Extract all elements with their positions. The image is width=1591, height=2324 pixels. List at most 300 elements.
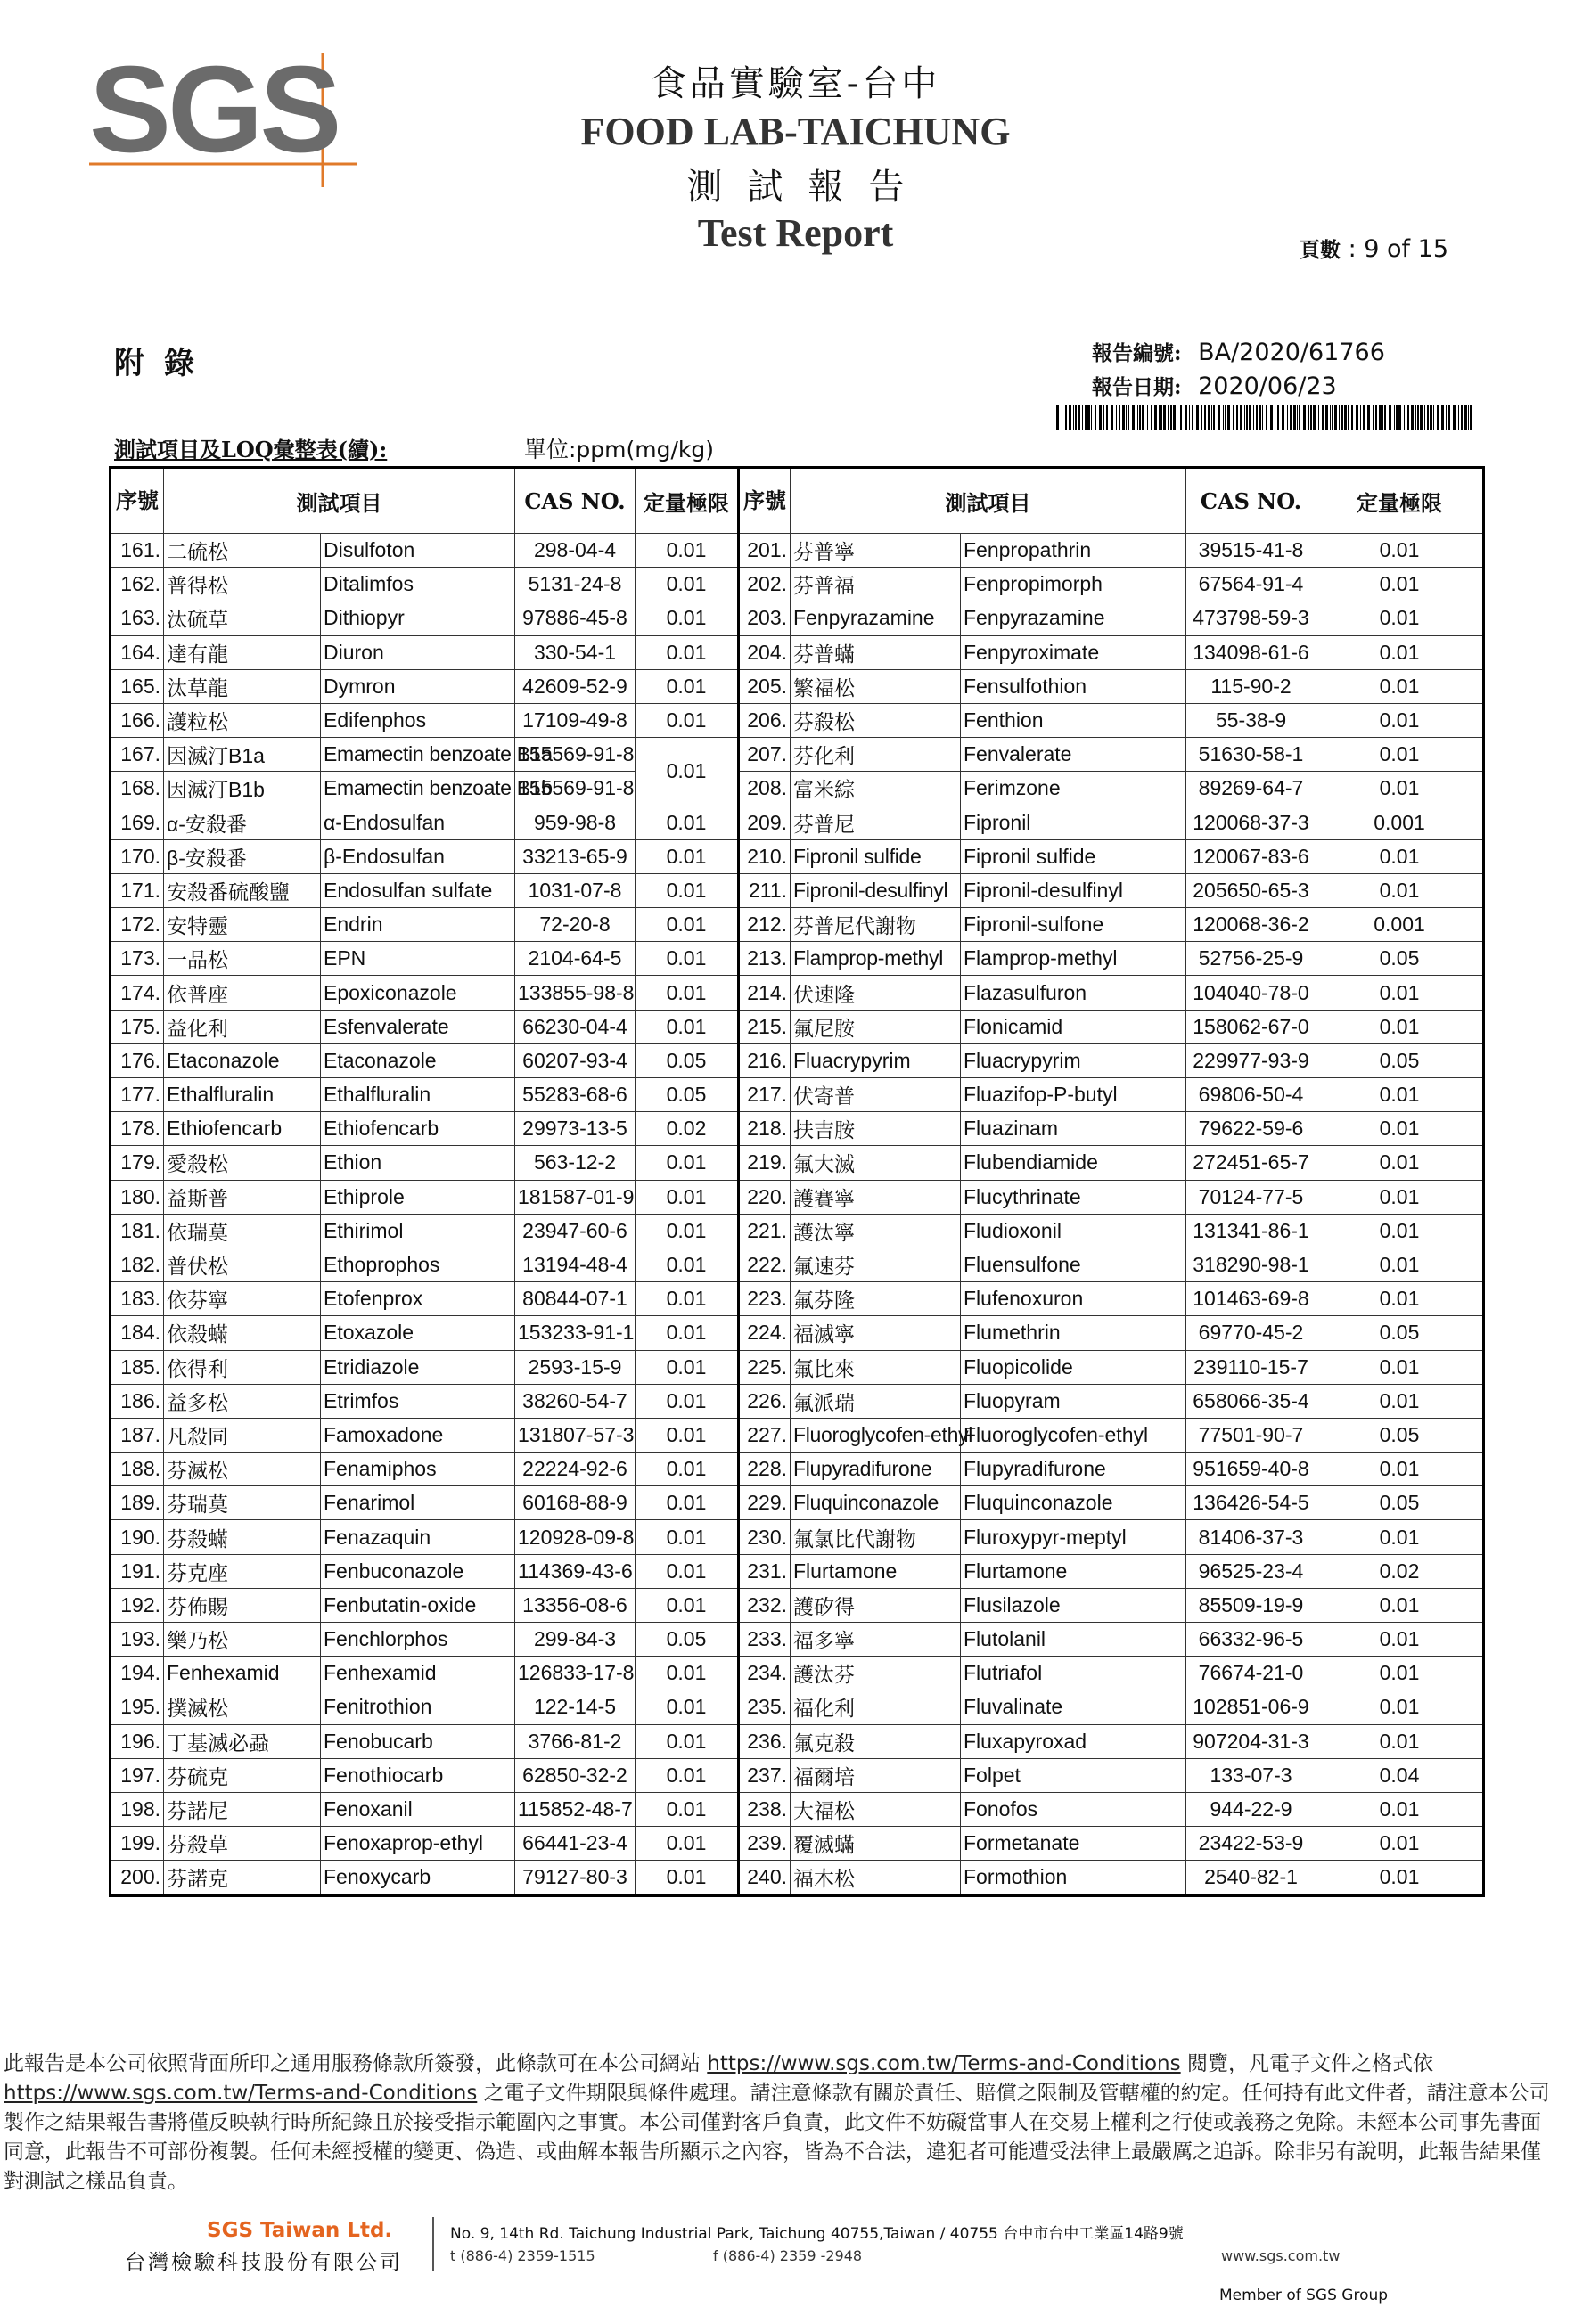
item-name-cn: 扶吉胺 [791,1112,961,1146]
report-number-value: BA/2020/61766 [1198,339,1385,366]
item-name-en: Fensulfothion [961,669,1186,703]
cas-number: 101463-69-8 [1186,1282,1316,1316]
item-name-en: Fludioxonil [961,1214,1186,1248]
row-number: 202. [739,568,791,601]
item-name-cn: 氟速芬 [791,1248,961,1281]
item-name-cn: 護矽得 [791,1588,961,1622]
item-name-cn: 凡殺同 [164,1418,321,1452]
item-name-en: Ethalfluralin [321,1078,515,1112]
svg-text:SGS: SGS [89,41,339,178]
item-name-cn: 愛殺松 [164,1146,321,1180]
loq-value: 0.01 [636,1214,739,1248]
cas-number: 52756-25-9 [1186,942,1316,976]
item-name-cn: 伏速隆 [791,976,961,1010]
item-name-cn: Ethalfluralin [164,1078,321,1112]
col-loq-left: 定量極限 [636,468,739,534]
barcode-bar [1420,405,1423,430]
item-name-cn: 芬佈賜 [164,1588,321,1622]
cas-number: 120068-36-2 [1186,908,1316,942]
barcode-bar [1208,405,1210,430]
cas-number: 115-90-2 [1186,669,1316,703]
loq-value: 0.01 [1316,1078,1484,1112]
disclaimer-part-2: 閱覽，凡電子文件之格式依 [1186,2052,1433,2075]
cas-number: 66332-96-5 [1186,1623,1316,1657]
cas-number: 2593-15-9 [515,1350,636,1384]
row-number: 235. [739,1690,791,1724]
item-name-cn: 依得利 [164,1350,321,1384]
item-name-en: Ferimzone [961,772,1186,806]
barcode-bar [1204,405,1206,430]
row-number: 198. [111,1792,164,1826]
loq-value: 0.01 [1316,1180,1484,1214]
loq-value: 0.02 [1316,1554,1484,1588]
loq-value: 0.01 [1316,1452,1484,1486]
item-name-cn: Fenpyrazamine [791,601,961,635]
cas-number: 62850-32-2 [515,1758,636,1792]
row-number: 199. [111,1827,164,1861]
item-name-cn: 氟克殺 [791,1724,961,1758]
loq-value: 0.01 [636,669,739,703]
item-name-en: Esfenvalerate [321,1010,515,1043]
barcode-bar [1073,405,1074,430]
item-name-en: Flonicamid [961,1010,1186,1043]
table-row [111,1146,1484,1180]
item-name-en: Endosulfan sulfate [321,873,515,907]
loq-value: 0.01 [636,1146,739,1180]
disclaimer-part-1: 此報告是本公司依照背面所印之通用服務條款所簽發，此條款可在本公司網站 [4,2052,701,2075]
page-number [1300,233,1448,263]
table-row [111,534,1484,568]
barcode-bar [1437,405,1439,430]
cas-number: 473798-59-3 [1186,601,1316,635]
loq-value: 0.01 [1316,1350,1484,1384]
cas-number: 3766-81-2 [515,1724,636,1758]
table-title: 測試項目及LOQ彙整表(續): [114,437,388,462]
company-fax: f (886-4) 2359 -2948 [713,2247,863,2264]
row-number: 204. [739,635,791,669]
loq-value: 0.01 [1316,976,1484,1010]
loq-value: 0.01 [1316,738,1484,772]
cas-number: 658066-35-4 [1186,1384,1316,1418]
item-name-en: Fluensulfone [961,1248,1186,1281]
item-name-en: EPN [321,942,515,976]
table-header-row [111,468,1484,534]
loq-value: 0.01 [636,1588,739,1622]
table-row [111,873,1484,907]
item-name-en: Fluquinconazole [961,1486,1186,1520]
barcode-bar [1159,405,1160,430]
item-name-en: Famoxadone [321,1418,515,1452]
item-name-en: Flusilazole [961,1588,1186,1622]
loq-value: 0.01 [636,1384,739,1418]
row-number: 214. [739,976,791,1010]
barcode-bar [1147,405,1148,430]
loq-value: 0.01 [636,1861,739,1895]
cas-number: 299-84-3 [515,1623,636,1657]
item-name-en: Etoxazole [321,1316,515,1350]
row-number: 205. [739,669,791,703]
col-loq-right: 定量極限 [1316,468,1484,534]
item-name-en: Fenpyroximate [961,635,1186,669]
cas-number: 55-38-9 [1186,703,1316,737]
item-name-cn: 芬普蟎 [791,635,961,669]
item-name-en: Fluacrypyrim [961,1043,1186,1077]
cas-number: 102851-06-9 [1186,1690,1316,1724]
item-name-cn: 芬殺松 [791,703,961,737]
barcode-bar [1128,405,1129,430]
barcode-bar [1201,405,1202,430]
item-name-cn: 因滅汀B1b [164,772,321,806]
loq-value: 0.01 [636,1792,739,1826]
barcode-bar [1151,405,1152,430]
barcode-bar [1341,405,1343,430]
row-number: 196. [111,1724,164,1758]
table-row [111,942,1484,976]
item-name-cn: Fipronil sulfide [791,839,961,873]
barcode-bar [1225,405,1226,430]
barcode-bar [1095,405,1096,430]
barcode-bar [1126,405,1127,430]
row-number: 221. [739,1214,791,1248]
row-number: 195. [111,1690,164,1724]
row-number: 179. [111,1146,164,1180]
item-name-en: Ethoprophos [321,1248,515,1281]
cas-number: 60207-93-4 [515,1043,636,1077]
item-name-en: Endrin [321,908,515,942]
barcode-bar [1069,405,1071,430]
table-row [111,635,1484,669]
barcode-bar [1075,405,1077,430]
loq-value: 0.01 [1316,873,1484,907]
item-name-en: Fipronil [961,806,1186,839]
loq-value: 0.02 [636,1112,739,1146]
cas-number: 104040-78-0 [1186,976,1316,1010]
loq-value: 0.01 [1316,568,1484,601]
loq-value: 0.01 [1316,1861,1484,1895]
barcode-bar [1218,405,1220,430]
report-number [1092,337,1385,366]
barcode-bar [1211,405,1212,430]
loq-value: 0.01 [636,806,739,839]
loq-value: 0.01 [1316,839,1484,873]
barcode-bar [1287,405,1288,430]
table-row [111,1554,1484,1588]
barcode-bar [1330,405,1331,430]
item-name-en: Fenbuconazole [321,1554,515,1588]
report-date [1092,371,1337,400]
table-row [111,1384,1484,1418]
item-name-cn: 益多松 [164,1384,321,1418]
company-phone: t (886-4) 2359-1515 [450,2247,595,2264]
row-number: 220. [739,1180,791,1214]
item-name-cn: 芬殺蟎 [164,1520,321,1554]
barcode-bar [1085,405,1087,430]
item-name-cn: 福多寧 [791,1623,961,1657]
item-name-en: Fenbutatin-oxide [321,1588,515,1622]
barcode-bar [1282,405,1284,430]
table-row [111,1350,1484,1384]
row-number: 211. [739,873,791,907]
barcode-bar [1132,405,1135,430]
item-name-cn: Fipronil-desulfinyl [791,873,961,907]
disclaimer-part-3: 之電子文件期限與條件處理。請注意條款有關於責任、賠償之限制及管轄權的約定。任何持有此文件者，請注意本公司製作之結果報告書將僅反映執行時所紀錄且於接受指示範圍內之事實。本公司僅對客戶負責，此文件不妨礙當事人在交易上權利之行使或義務之免除。未經本公司事先書面同意，此報告不可部份複製。任何未經授權的變更、偽造、或曲解本報告所顯示之內容，皆為不合法，違犯者可能遭受法律上最嚴厲之追訴。除非另有說明，此報告結果僅對測試之樣品負責。 [4,2082,1550,2193]
cas-number: 153233-91-1 [515,1316,636,1350]
item-name-cn: 大福松 [791,1792,961,1826]
loq-value: 0.05 [1316,1043,1484,1077]
loq-value: 0.01 [1316,1214,1484,1248]
cas-number: 79622-59-6 [1186,1112,1316,1146]
barcode-bar [1441,405,1444,430]
barcode-bar [1344,405,1347,430]
barcode-bar [1170,405,1172,430]
item-name-cn: Fenhexamid [164,1657,321,1690]
item-name-cn: 繁福松 [791,669,961,703]
item-name-en: Flazasulfuron [961,976,1186,1010]
page-label: 頁數 [1300,238,1341,262]
member-of-sgs: Member of SGS Group [1219,2287,1389,2304]
barcode-bar [1256,405,1258,430]
table-row [111,806,1484,839]
item-name-en: Fluoroglycofen-ethyl [961,1418,1186,1452]
report-date-value: 2020/06/23 [1198,372,1337,400]
row-number: 165. [111,669,164,703]
loq-value: 0.01 [636,568,739,601]
barcode-bar [1470,405,1472,430]
cas-number: 330-54-1 [515,635,636,669]
item-name-en: Fluopicolide [961,1350,1186,1384]
cas-number: 1031-07-8 [515,873,636,907]
item-name-cn: 氟大滅 [791,1146,961,1180]
loq-value: 0.01 [636,1827,739,1861]
table-row [111,1792,1484,1826]
barcode-bar [1168,405,1169,430]
item-name-cn: 普得松 [164,568,321,601]
barcode-bar [1078,405,1080,430]
appendix-title: 附錄 [114,346,214,381]
row-number: 174. [111,976,164,1010]
loq-value: 0.01 [1316,1146,1484,1180]
col-no-left: 序號 [111,468,164,534]
barcode-bar [1411,405,1414,430]
row-number: 193. [111,1623,164,1657]
row-number: 172. [111,908,164,942]
item-name-cn: 依芬寧 [164,1282,321,1316]
cas-number: 122-14-5 [515,1690,636,1724]
barcode-bar [1382,405,1383,430]
item-name-cn: 達有龍 [164,635,321,669]
item-name-en: Ethion [321,1146,515,1180]
table-row [111,1010,1484,1043]
barcode-bar [1111,405,1113,430]
row-number: 200. [111,1861,164,1895]
barcode-bar [1173,405,1176,430]
col-item-left: 測試項目 [164,468,515,534]
table-row [111,1214,1484,1248]
row-number: 203. [739,601,791,635]
item-name-cn: 芬瑞莫 [164,1486,321,1520]
table-row [111,839,1484,873]
table-row [111,772,1484,806]
table-row [111,601,1484,635]
barcode-bar [1122,405,1125,430]
cas-number: 136426-54-5 [1186,1486,1316,1520]
loq-value: 0.01 [636,1520,739,1554]
item-name-cn: 芬化利 [791,738,961,772]
cas-number: 13194-48-4 [515,1248,636,1281]
item-name-cn: 芬硫克 [164,1758,321,1792]
row-number: 240. [739,1861,791,1895]
barcode-bar [1404,405,1405,430]
item-name-en: Fenothiocarb [321,1758,515,1792]
table-row [111,976,1484,1010]
barcode-bar [1308,405,1309,430]
cas-number: 239110-15-7 [1186,1350,1316,1384]
row-number: 229. [739,1486,791,1520]
item-name-en: Edifenphos [321,703,515,737]
cas-number: 134098-61-6 [1186,635,1316,669]
cas-number: 29973-13-5 [515,1112,636,1146]
table-row [111,1316,1484,1350]
item-name-en: Fenoxycarb [321,1861,515,1895]
cas-number: 77501-90-7 [1186,1418,1316,1452]
cas-number: 72-20-8 [515,908,636,942]
row-number: 206. [739,703,791,737]
item-name-en: β-Endosulfan [321,839,515,873]
barcode-bar [1468,405,1469,430]
item-name-en: Fenpropimorph [961,568,1186,601]
loq-value: 0.01 [1316,601,1484,635]
loq-value: 0.01 [1316,1724,1484,1758]
loq-value: 0.01 [636,1554,739,1588]
loq-value: 0.01 [1316,1282,1484,1316]
barcode-bar [1433,405,1434,430]
barcode-bar [1099,405,1102,430]
barcode-bar [1332,405,1333,430]
barcode-bar [1065,405,1067,430]
item-name-cn: Fluquinconazole [791,1486,961,1520]
item-name-en: Formothion [961,1861,1186,1895]
barcode-bar [1259,405,1261,430]
terms-link-2[interactable]: https://www.sgs.com.tw/Terms-and-Conditions [4,2082,478,2105]
item-name-cn: 安殺番硫酸鹽 [164,873,321,907]
cas-number: 39515-41-8 [1186,534,1316,568]
table-row [111,738,1484,772]
loq-value: 0.01 [636,1282,739,1316]
cas-number: 2104-64-5 [515,942,636,976]
row-number: 225. [739,1350,791,1384]
item-name-en: Fipronil-desulfinyl [961,873,1186,907]
cas-number: 97886-45-8 [515,601,636,635]
barcode-bar [1266,405,1267,430]
item-name-cn: 益化利 [164,1010,321,1043]
barcode-bar [1233,405,1234,430]
terms-link-1[interactable]: https://www.sgs.com.tw/Terms-and-Conditions [707,2052,1181,2075]
item-name-en: Fenoxanil [321,1792,515,1826]
table-row [111,1078,1484,1112]
item-name-cn: 芬殺草 [164,1827,321,1861]
item-name-cn: 樂乃松 [164,1623,321,1657]
barcode-bar [1249,405,1251,430]
item-name-cn: 安特靈 [164,908,321,942]
company-website[interactable]: www.sgs.com.tw [1221,2247,1341,2264]
item-name-en: Fenvalerate [961,738,1186,772]
barcode-bar [1240,405,1242,430]
item-name-cn: 汰硫草 [164,601,321,635]
table-row [111,1758,1484,1792]
loq-value: 0.01 [636,1452,739,1486]
loq-value: 0.01 [1316,1384,1484,1418]
row-number: 171. [111,873,164,907]
table-row [111,1452,1484,1486]
cas-number: 17109-49-8 [515,703,636,737]
row-number: 186. [111,1384,164,1418]
row-number: 239. [739,1827,791,1861]
barcode-bar [1448,405,1450,430]
table-row [111,1623,1484,1657]
item-name-cn: β-安殺番 [164,839,321,873]
item-name-en: Fluazifop-P-butyl [961,1078,1186,1112]
cas-number: 205650-65-3 [1186,873,1316,907]
table-row [111,669,1484,703]
col-cas-left: CAS NO. [515,468,636,534]
cas-number: 272451-65-7 [1186,1146,1316,1180]
item-name-cn: 丁基滅必蝨 [164,1724,321,1758]
row-number: 188. [111,1452,164,1486]
loq-value: 0.01 [636,976,739,1010]
table-row [111,1690,1484,1724]
barcode-bar [1196,405,1199,430]
item-name-cn: Flupyradifurone [791,1452,961,1486]
loq-value: 0.05 [636,1078,739,1112]
cas-number: 131341-86-1 [1186,1214,1316,1248]
table-row [111,1827,1484,1861]
loq-value: 0.01 [636,942,739,976]
loq-value: 0.01 [636,908,739,942]
row-number: 223. [739,1282,791,1316]
item-name-en: Diuron [321,635,515,669]
item-name-cn: α-安殺番 [164,806,321,839]
barcode-bar [1244,405,1245,430]
item-name-cn: 福爾培 [791,1758,961,1792]
cas-number: 66230-04-4 [515,1010,636,1043]
row-number: 222. [739,1248,791,1281]
cas-number: 120067-83-6 [1186,839,1316,873]
loq-value: 0.01 [636,601,739,635]
loq-value: 0.01 [1316,1248,1484,1281]
item-name-cn: 芬普尼代謝物 [791,908,961,942]
item-name-cn: 福化利 [791,1690,961,1724]
cas-number: 155569-91-8 [515,738,636,772]
loq-value: 0.01 [1316,1588,1484,1622]
barcode-bar [1163,405,1166,430]
item-name-en: Emamectin benzoate B1b [321,772,515,806]
barcode-bar [1213,405,1215,430]
item-name-en: Flubendiamide [961,1146,1186,1180]
item-name-en: Fenhexamid [321,1657,515,1690]
loq-value: 0.01 [1316,1690,1484,1724]
cas-number: 229977-93-9 [1186,1043,1316,1077]
item-name-cn: 撲滅松 [164,1690,321,1724]
item-name-cn: Flamprop-methyl [791,942,961,976]
col-no-right: 序號 [739,468,791,534]
item-name-en: Fenpropathrin [961,534,1186,568]
item-name-en: Disulfoton [321,534,515,568]
row-number: 201. [739,534,791,568]
barcode-bar [1464,405,1467,430]
row-number: 217. [739,1078,791,1112]
row-number: 177. [111,1078,164,1112]
lab-name-en: FOOD LAB-TAICHUNG [580,110,1011,153]
